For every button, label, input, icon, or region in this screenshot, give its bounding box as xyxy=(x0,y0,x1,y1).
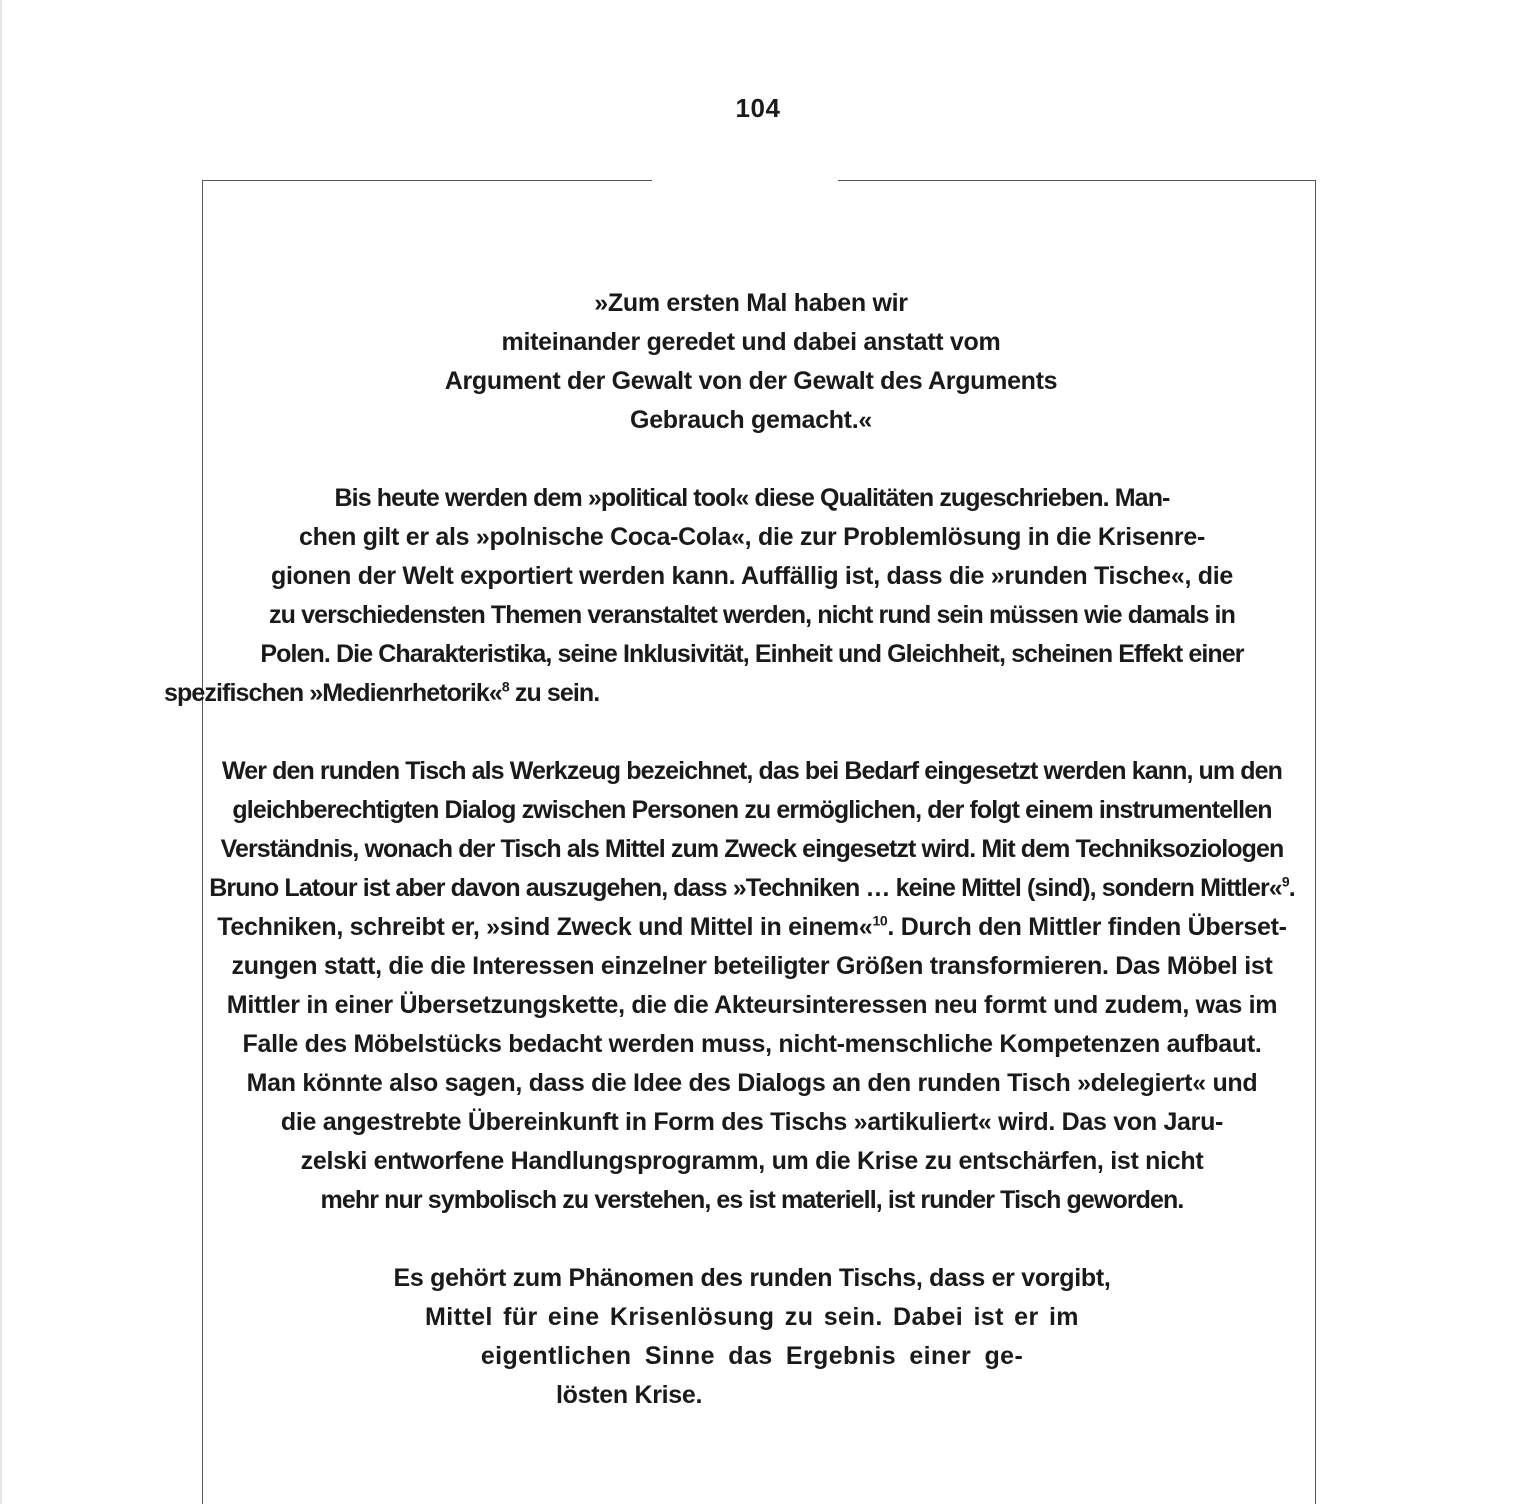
p1-line-6-tail: zu sein. xyxy=(508,679,600,707)
p3-line-4: lösten Krise. xyxy=(556,1381,703,1409)
p2-line-5-text: Techniken, schreibt er, »sind Zweck und Mittel in einem« xyxy=(217,913,873,941)
quote-line-2: miteinander geredet und dabei anstatt vom xyxy=(501,328,1001,356)
footnote-9: 9 xyxy=(1281,873,1289,890)
p1-line-3: gionen der Welt exportiert werden kann. Auffällig ist, dass die »runden Tische«, die xyxy=(270,562,1234,590)
quote-line-1: »Zum ersten Mal haben wir xyxy=(594,289,908,317)
page-number: 104 xyxy=(735,93,781,123)
quote-line-3: Argument der Gewalt von der Gewalt des Arguments xyxy=(444,367,1058,395)
p2-line-4 xyxy=(100,871,1404,905)
p2-line-4-tail: . xyxy=(1288,874,1295,902)
p3-line-3: eigentlichen Sinne das Ergebnis einer ge- xyxy=(480,1342,1024,1370)
frame-top-right-rule xyxy=(838,180,1316,181)
footnote-8: 8 xyxy=(501,678,509,695)
p3-line-2: Mittel für eine Krisenlösung zu sein. Dabei ist er im xyxy=(425,1303,1079,1331)
p3-line-1: Es gehört zum Phänomen des runden Tischs, dass er vorgibt, xyxy=(393,1264,1111,1292)
p2-line-11: zelski entworfene Handlungsprogramm, um die Krise zu entschärfen, ist nicht xyxy=(300,1147,1204,1175)
p2-line-10: die angestrebte Übereinkunft in Form des Tischs »artikuliert« wird. Das von Jaru- xyxy=(280,1108,1224,1136)
p1-line-2: chen gilt er als »polnische Coca-Cola«, die zur Problemlösung in die Krisenre- xyxy=(299,523,1205,551)
p2-line-12: mehr nur symbolisch zu verstehen, es ist materiell, ist runder Tisch geworden. xyxy=(320,1186,1184,1214)
p2-line-9: Man könnte also sagen, dass die Idee des Dialogs an den runden Tisch »delegiert« und xyxy=(246,1069,1258,1097)
p1-line-5: Polen. Die Charakteristika, seine Inklusivität, Einheit und Gleichheit, scheinen Effekt einer xyxy=(260,640,1244,668)
p2-line-4-text: Bruno Latour ist aber davon auszugehen, dass »Techniken … keine Mittel (sind), sondern Mittler« xyxy=(209,874,1282,902)
p1-line-4: zu verschiedensten Themen veranstaltet werden, nicht rund sein müssen wie damals in xyxy=(269,601,1235,629)
quote-line-4: Gebrauch gemacht.« xyxy=(630,406,872,434)
p2-line-8: Falle des Möbelstücks bedacht werden muss, nicht-menschliche Kompetenzen aufbaut. xyxy=(242,1030,1262,1058)
p2-line-2: gleichberechtigten Dialog zwischen Personen zu ermöglichen, der folgt einem instrumentellen xyxy=(232,796,1272,824)
p2-line-6: zungen statt, die die Interessen einzelner beteiligter Größen transformieren. Das Möbel ist xyxy=(231,952,1273,980)
p2-line-3: Verständnis, wonach der Tisch als Mittel zum Zweck eingesetzt wird. Mit dem Techniksoziologen xyxy=(220,835,1284,863)
p2-line-1: Wer den runden Tisch als Werkzeug bezeichnet, das bei Bedarf eingesetzt werden kann, um den xyxy=(221,757,1283,785)
p2-line-7: Mittler in einer Übersetzungskette, die die Akteursinteressen neu formt und zudem, was im xyxy=(226,991,1278,1019)
p1-line-6 xyxy=(164,676,764,710)
footnote-10: 10 xyxy=(872,912,888,929)
p2-line-5-tail: . Durch den Mittler finden Überset- xyxy=(887,913,1287,941)
p1-line-1: Bis heute werden dem »political tool« diese Qualitäten zugeschrieben. Man- xyxy=(334,484,1170,512)
frame-top-left-rule xyxy=(202,180,652,181)
p1-line-6-text: spezifischen »Medienrhetorik« xyxy=(164,679,502,707)
p2-line-5 xyxy=(100,910,1404,944)
page-left-edge xyxy=(0,0,2,1504)
